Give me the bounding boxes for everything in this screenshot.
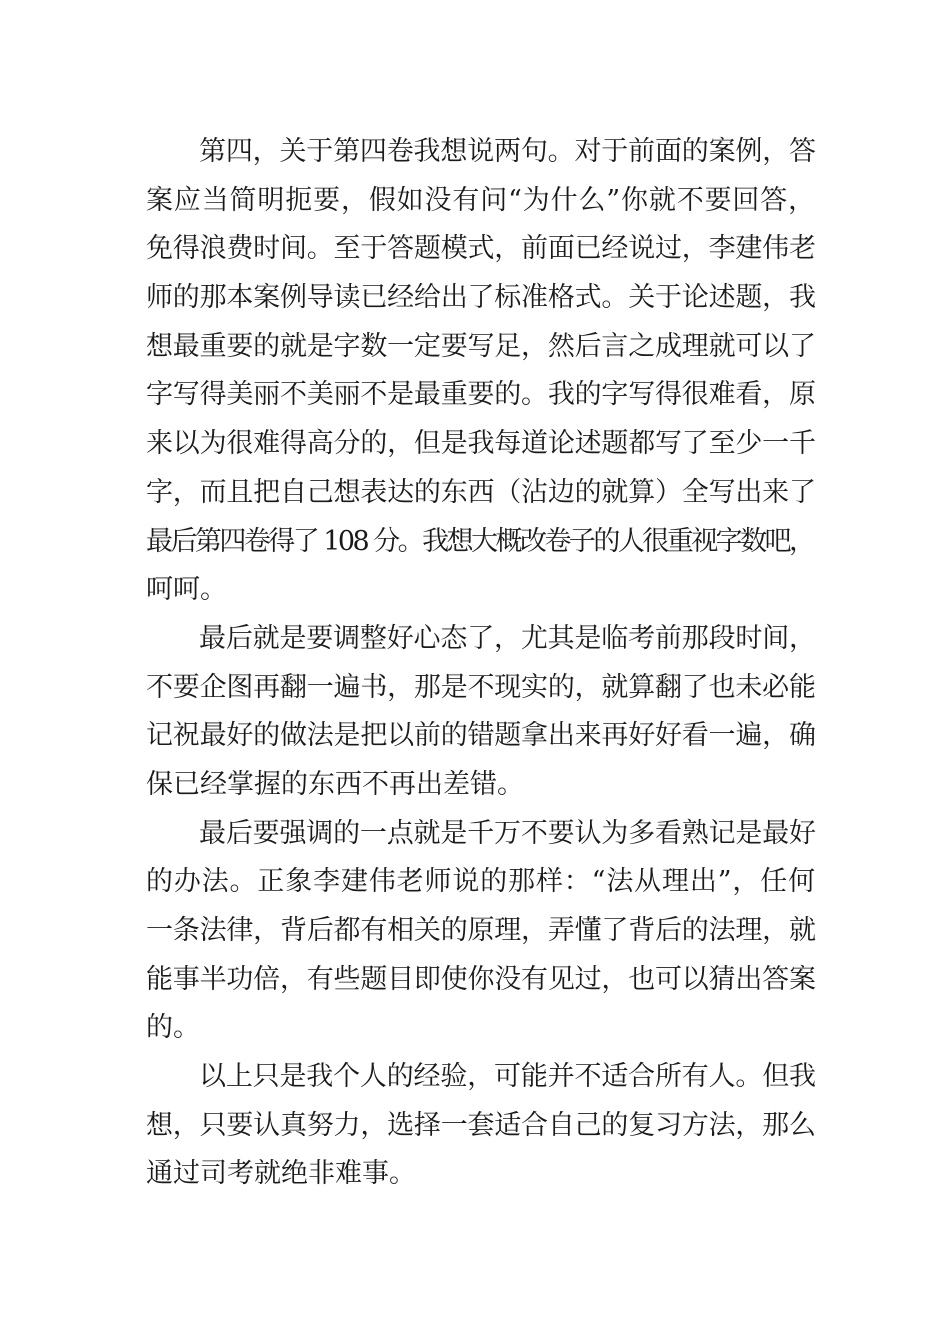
text-line: 通过司考就绝非难事。 (146, 1158, 416, 1190)
text-line: 呵呵。 (146, 574, 227, 606)
text-line: 记祝最好的做法是把以前的错题拿出来再好好看一遍，确 (146, 720, 816, 752)
text-line: 一条法律，背后都有相关的原理，弄懂了背后的法理，就 (146, 915, 816, 946)
text-line: 免得浪费时间。至于答题模式，前面已经说过，李建伟老 (146, 233, 816, 265)
text-line: 字，而且把自己想表达的东西（沾边的就算）全写出来了 (146, 476, 816, 508)
text-line: 最后就是要调整好心态了，尤其是临考前那段时间， (199, 622, 816, 654)
text-line: 能事半功倍，有些题目即使你没有见过，也可以猜出答案 (146, 963, 816, 995)
text-line: 最后要强调的一点就是千万不要认为多看熟记是最好 (199, 817, 816, 849)
text-line: 师的那本案例导读已经给出了标准格式。关于论述题，我 (146, 282, 816, 314)
text-line: 以上只是我个人的经验，可能并不适合所有人。但我 (199, 1061, 816, 1093)
text-line: 的。 (146, 1012, 200, 1044)
text-line: 来以为很难得高分的，但是我每道论述题都写了至少一千 (146, 428, 816, 460)
text-line: 字写得美丽不美丽不是最重要的。我的字写得很难看，原 (146, 379, 816, 411)
body-text (146, 128, 816, 1199)
text-line: 想，只要认真努力，选择一套适合自己的复习方法，那么 (146, 1109, 816, 1141)
text-line: 最后第四卷得了 108 分。我想大概改卷子的人很重视字数吧， (146, 525, 814, 557)
text-line: 想最重要的就是字数一定要写足，然后言之成理就可以了 (146, 330, 816, 362)
text-line: 的办法。正象李建伟老师说的那样：“法从理出”，任何 (146, 866, 816, 898)
text-line: 不要企图再翻一遍书，那是不现实的，就算翻了也未必能 (146, 671, 816, 703)
text-line: 保已经掌握的东西不再出差错。 (146, 768, 524, 800)
text-line: 案应当简明扼要，假如没有问“为什么”你就不要回答， (146, 184, 816, 216)
text-line: 第四，关于第四卷我想说两句。对于前面的案例，答 (199, 136, 816, 167)
